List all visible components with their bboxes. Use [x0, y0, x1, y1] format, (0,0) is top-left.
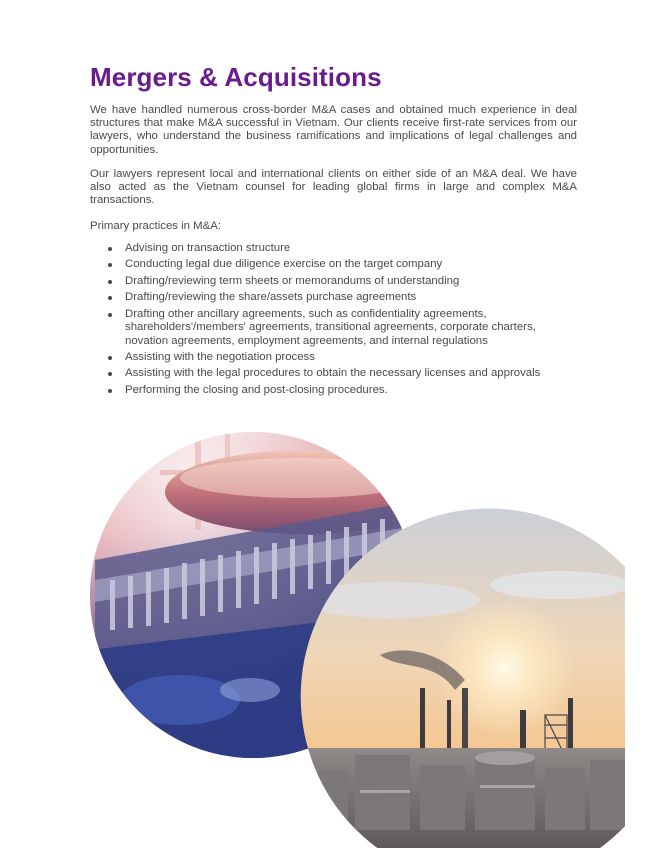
- practice-item: Drafting/reviewing term sheets or memorandums of understanding: [108, 275, 578, 289]
- intro-paragraph-1: We have handled numerous cross-border M&A cases and obtained much experience in deal structures that make M&A successful in Vietnam. Our clients receive first-rate services from our lawyers, who understand the business ramifications and implications of legal challenges and opportunities.: [90, 104, 577, 156]
- practices-intro: Primary practices in M&A:: [90, 220, 222, 232]
- practice-item: Drafting other ancillary agreements, such as confidentiality agreements, shareholders'/members' agreements, transitional agreements, corporate charters, novation agreements, employment agreements, and internal regulations: [108, 308, 578, 349]
- practice-item: Conducting legal due diligence exercise on the target company: [108, 258, 578, 272]
- practice-item: Advising on transaction structure: [108, 242, 578, 256]
- page-title: Mergers & Acquisitions: [90, 62, 382, 92]
- practice-item: Assisting with the legal procedures to obtain the necessary licenses and approvals: [108, 367, 578, 381]
- intro-paragraph-2: Our lawyers represent local and international clients on either side of an M&A deal. We have also acted as the Vietnam counsel for leading global firms in large and complex M&A transactions.: [90, 168, 577, 207]
- practice-item: Performing the closing and post-closing procedures.: [108, 384, 578, 398]
- practice-item: Drafting/reviewing the share/assets purchase agreements: [108, 291, 578, 305]
- practice-item: Assisting with the negotiation process: [108, 351, 578, 365]
